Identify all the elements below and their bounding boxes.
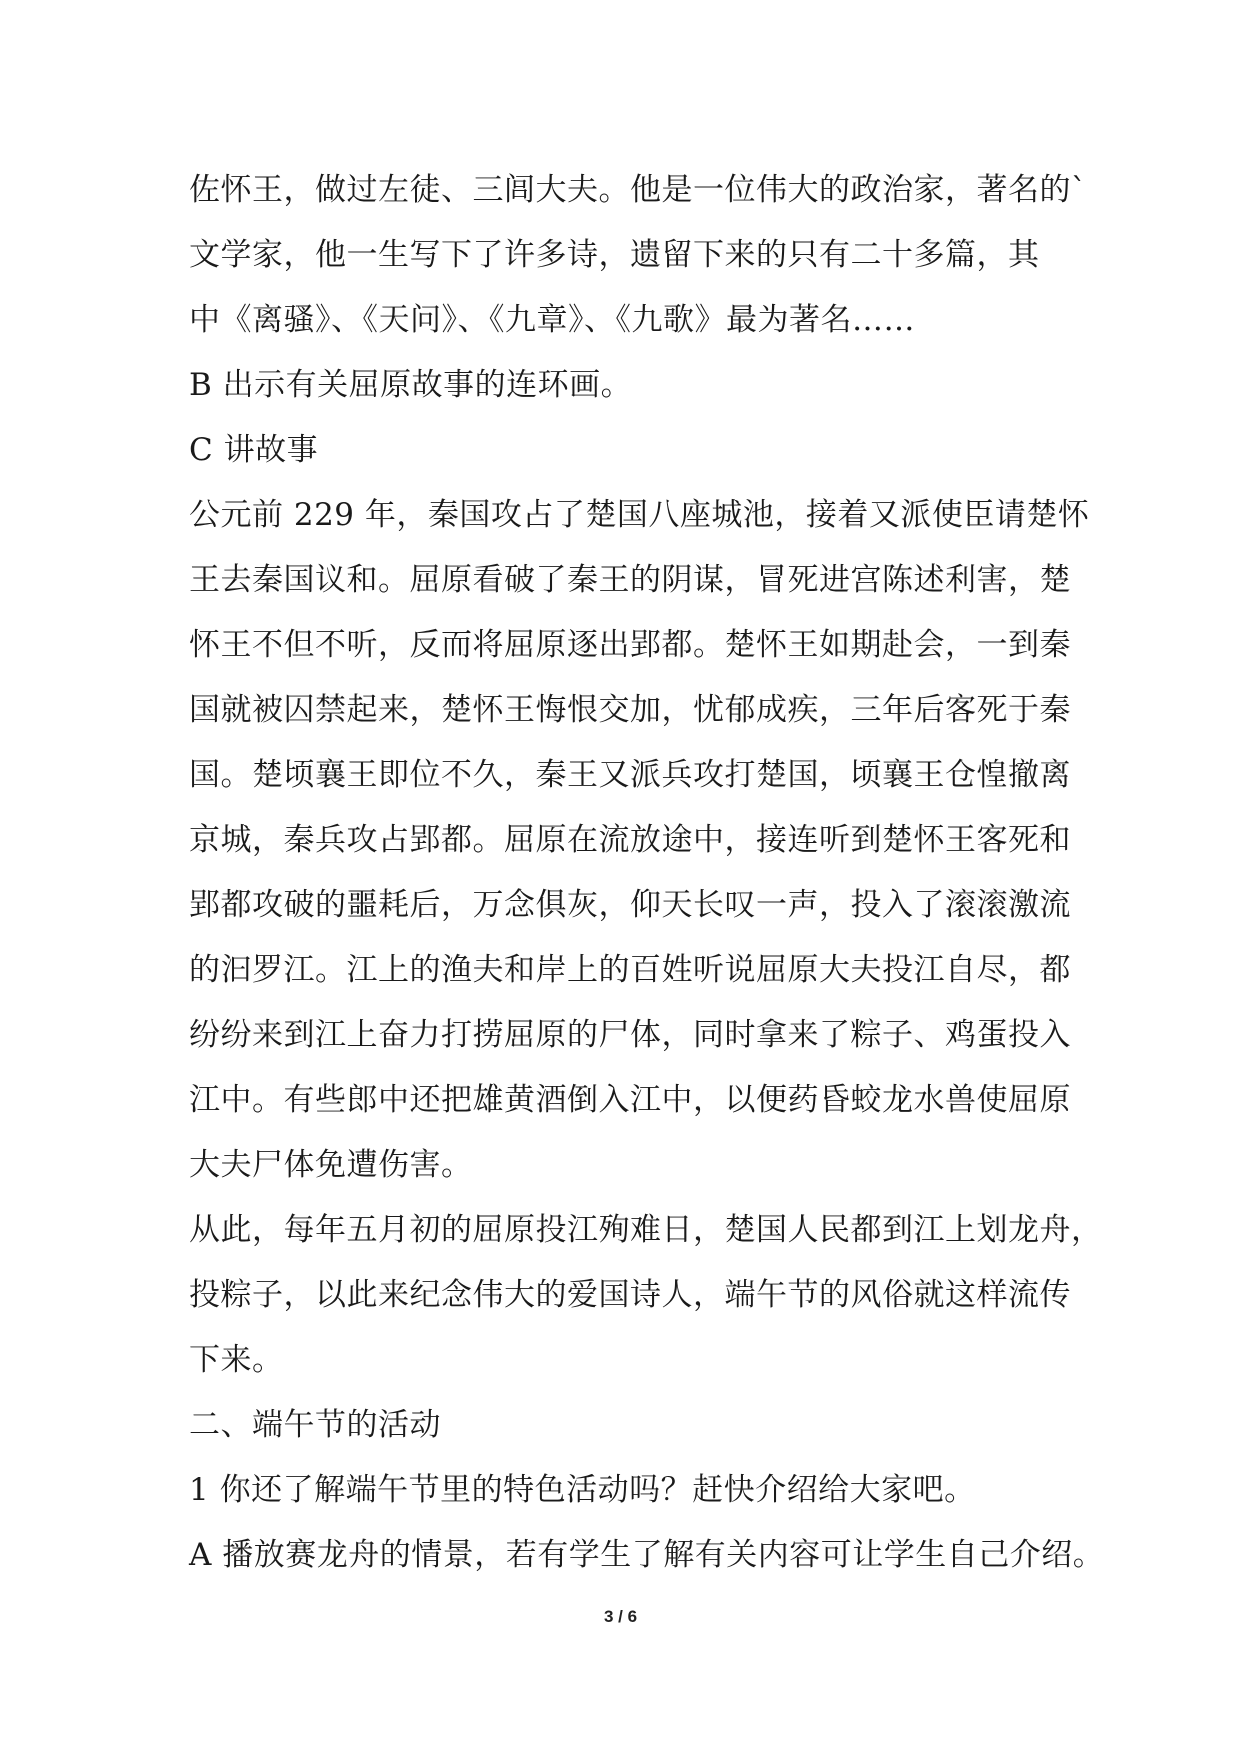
text-line: 从此，每年五月初的屈原投江殉难日，楚国人民都到江上划龙舟， [189, 1212, 1103, 1248]
document-body [189, 158, 1105, 1588]
text-line: 文学家，他一生写下了许多诗，遗留下来的只有二十多篇，其 [189, 237, 1040, 273]
section-heading: 二、端午节的活动 [189, 1407, 441, 1443]
text-line: 下来。 [189, 1342, 284, 1378]
text-line: 中《离骚》、《天问》、《九章》、《九歌》最为著名…… [189, 302, 915, 338]
text-line: 国。楚顷襄王即位不久，秦王又派兵攻打楚国，顷襄王仓惶撤离 [189, 757, 1071, 793]
text-line: 国就被囚禁起来，楚怀王悔恨交加，忧郁成疾，三年后客死于秦 [189, 692, 1071, 728]
page-number: 3 / 6 [603, 1607, 638, 1626]
text-line: 纷纷来到江上奋力打捞屈原的尸体，同时拿来了粽子、鸡蛋投入 [189, 1017, 1071, 1053]
text-line: 大夫尸体免遭伤害。 [189, 1147, 473, 1183]
text-line: 的汩罗江。江上的渔夫和岸上的百姓听说屈原大夫投江自尽，都 [189, 952, 1071, 988]
text-line: 佐怀王，做过左徒、三闾大夫。他是一位伟大的政治家，著名的` [189, 172, 1087, 208]
text-line: C 讲故事 [189, 432, 319, 468]
text-line: 1 你还了解端午节里的特色活动吗？赶快介绍给大家吧。 [189, 1472, 976, 1508]
text-line: B 出示有关屈原故事的连环画。 [189, 367, 633, 403]
text-line: A 播放赛龙舟的情景，若有学生了解有关内容可让学生自己介绍。 [189, 1537, 1105, 1573]
text-line: 公元前 229 年，秦国攻占了楚国八座城池，接着又派使臣请楚怀 [189, 497, 1090, 533]
text-line: 怀王不但不听，反而将屈原逐出郢都。楚怀王如期赴会，一到秦 [189, 627, 1071, 663]
text-line: 京城，秦兵攻占郢都。屈原在流放途中，接连听到楚怀王客死和 [189, 822, 1071, 858]
text-line: 江中。有些郎中还把雄黄酒倒入江中，以便药昏蛟龙水兽使屈原 [189, 1082, 1071, 1118]
text-line: 王去秦国议和。屈原看破了秦王的阴谋，冒死进宫陈述利害，楚 [189, 562, 1071, 598]
text-line: 投粽子，以此来纪念伟大的爱国诗人，端午节的风俗就这样流传 [189, 1277, 1071, 1313]
text-line: 郢都攻破的噩耗后，万念俱灰，仰天长叹一声，投入了滚滚激流 [189, 887, 1071, 923]
